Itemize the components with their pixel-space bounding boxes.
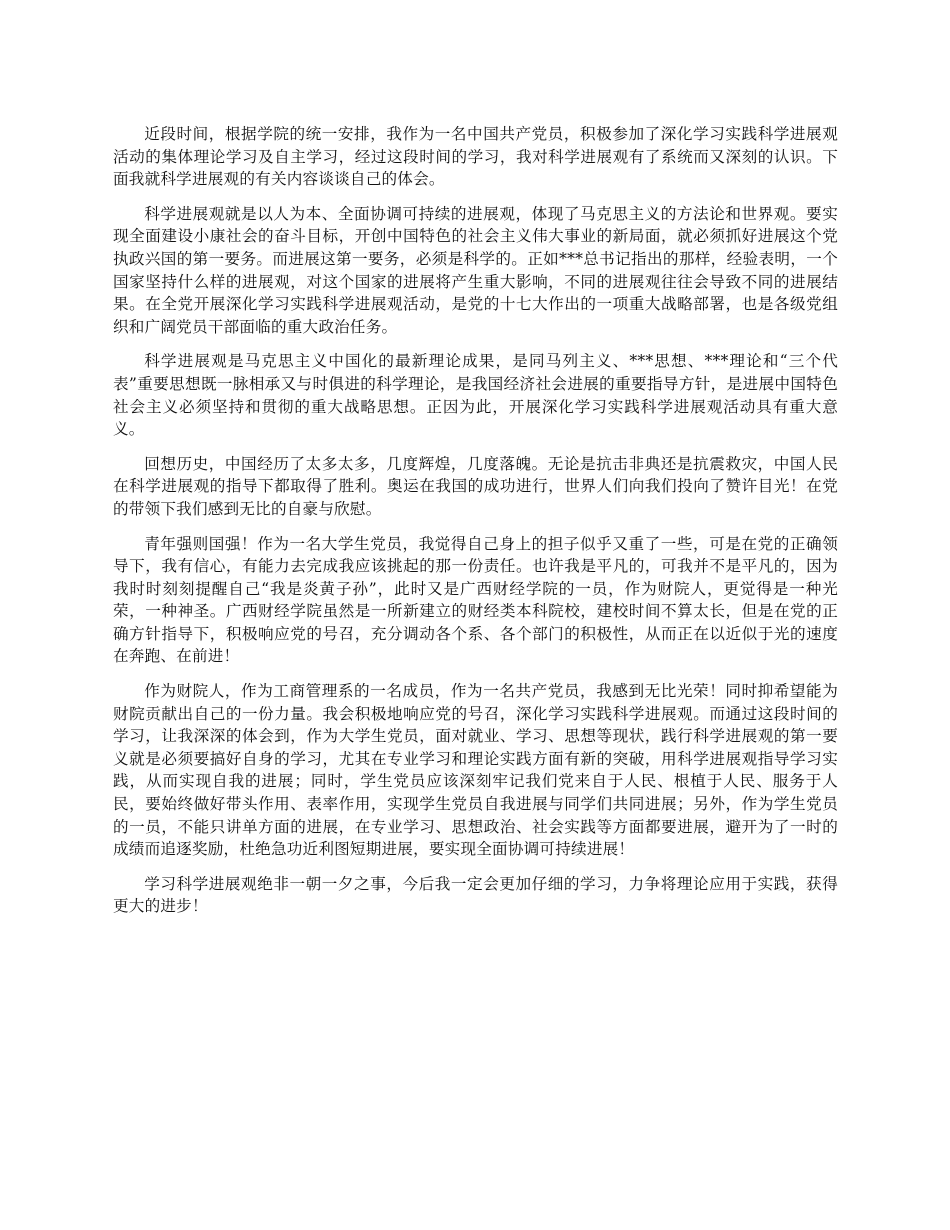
paragraph-2: 科学进展观就是以人为本、全面协调可持续的进展观，体现了马克思主义的方法论和世界观。要实现全面建设小康社会的奋斗目标，开创中国特色的社会主义伟大事业的新局面，就必须抓好进展这个党执政兴国的第一要务。而进展这第一要务，必须是科学的。正如***总书记指出的那样，经验表明，一个国家坚持什么样的进展观，对这个国家的进展将产生重大影响，不同的进展观往往会导致不同的进展结果。在全党开展深化学习实践科学进展观活动，是党的十七大作出的一项重大战略部署，也是各级党组织和广阔党员干部面临的重大政治任务。 <box>113 204 838 336</box>
paragraph-6: 作为财院人，作为工商管理系的一名成员，作为一名共产党员，我感到无比光荣！同时抑希望能为财院贡献出自己的一份力量。我会积极地响应党的号召，深化学习实践科学进展观。而通过这段时间的学习，让我深深的体会到，作为大学生党员，面对就业、学习、思想等现状，践行科学进展观的第一要义就是必须要搞好自身的学习，尤其在专业学习和理论实践方面有新的突破，用科学进展观指导学习实践，从而实现自我的进展；同时，学生党员应该深刻牢记我们党来自于人民、根植于人民、服务于人民，要始终做好带头作用、表率作用，实现学生党员自我进展与同学们共同进展；另外，作为学生党员的一员，不能只讲单方面的进展，在专业学习、思想政治、社会实践等方面都要进展，避开为了一时的成绩而追逐奖励，杜绝急功近利图短期进展，要实现全面协调可持续进展！ <box>113 682 838 859</box>
paragraph-4: 回想历史，中国经历了太多太多，几度辉煌，几度落魄。无论是抗击非典还是抗震救灾，中国人民在科学进展观的指导下都取得了胜利。奥运在我国的成功进行，世界人们向我们投向了赞许目光！在党的带领下我们感到无比的自豪与欣慰。 <box>113 454 838 518</box>
paragraph-3: 科学进展观是马克思主义中国化的最新理论成果，是同马列主义、***思想、***理论和“三个代表”重要思想既一脉相承又与时俱进的科学理论，是我国经济社会进展的重要指导方针，是进展中国特色社会主义必须坚持和贯彻的重大战略思想。正因为此，开展深化学习实践科学进展观活动具有重大意义。 <box>113 352 838 439</box>
document-body <box>113 123 838 930</box>
paragraph-1: 近段时间，根据学院的统一安排，我作为一名中国共产党员，积极参加了深化学习实践科学进展观活动的集体理论学习及自主学习，经过这段时间的学习，我对科学进展观有了系统而又深刻的认识。下面我就科学进展观的有关内容谈谈自己的体会。 <box>113 125 838 189</box>
paragraph-7: 学习科学进展观绝非一朝一夕之事，今后我一定会更加仔细的学习，力争将理论应用于实践，获得更大的进步！ <box>113 874 838 916</box>
paragraph-5: 青年强则国强！作为一名大学生党员，我觉得自己身上的担子似乎又重了一些，可是在党的正确领导下，我有信心，有能力去完成我应该挑起的那一份责任。也许我是平凡的，可我并不是平凡的，因为我时时刻刻提醒自己“我是炎黄子孙”，此时又是广西财经学院的一员，作为财院人，更觉得是一种光荣，一种神圣。广西财经学院虽然是一所新建立的财经类本科院校，建校时间不算太长，但是在党的正确方针指导下，积极响应党的号召，充分调动各个系、各个部门的积极性，从而正在以近似于光的速度在奔跑、在前进！ <box>113 534 838 666</box>
